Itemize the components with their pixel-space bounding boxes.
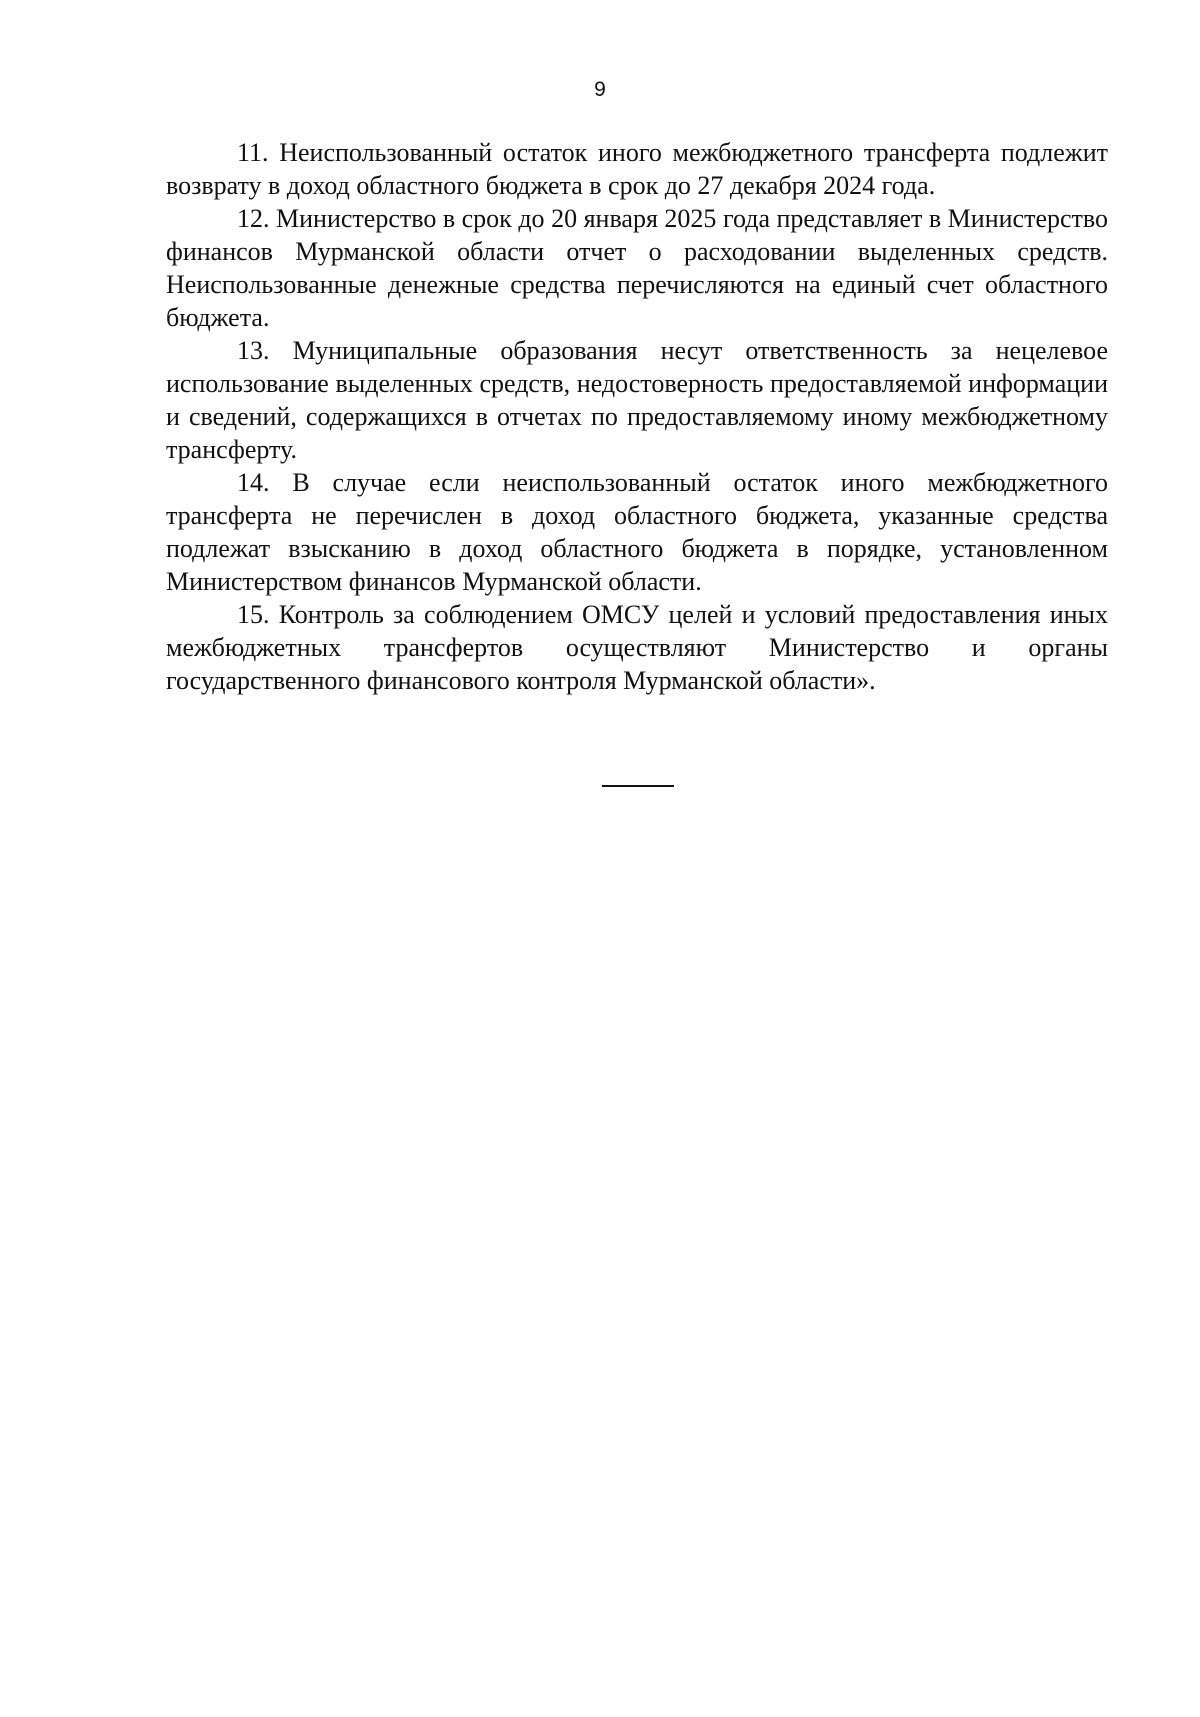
document-body <box>166 136 1108 697</box>
end-of-document-rule <box>602 785 674 787</box>
clause-12: 12. Министерство в срок до 20 января 2025 года представляет в Министерство финансов Мурманской области отчет о расходовании выделенных средств. Неиспользованные денежные средства перечисляются на единый счет областного бюджета. <box>166 204 1108 332</box>
page-number: 9 <box>594 78 606 101</box>
clause-14: 14. В случае если неиспользованный остаток иного межбюджетного трансферта не перечислен в доход областного бюджета, указанные средства подлежат взысканию в доход областного бюджета в порядке, установленном Министерством финансов Мурманской области. <box>166 468 1108 596</box>
clause-15: 15. Контроль за соблюдением ОМСУ целей и условий предоставления иных межбюджетных трансфертов осуществляют Министерство и органы государственного финансового контроля Мурманской области». <box>166 600 1108 695</box>
clause-13: 13. Муниципальные образования несут ответственность за нецелевое использование выделенных средств, недостоверность предоставляемой информации и сведений, содержащихся в отчетах по предоставляемому иному межбюджетному трансферту. <box>166 336 1108 464</box>
clause-11: 11. Неиспользованный остаток иного межбюджетного трансферта подлежит возврату в доход областного бюджета в срок до 27 декабря 2024 года. <box>166 138 1108 200</box>
